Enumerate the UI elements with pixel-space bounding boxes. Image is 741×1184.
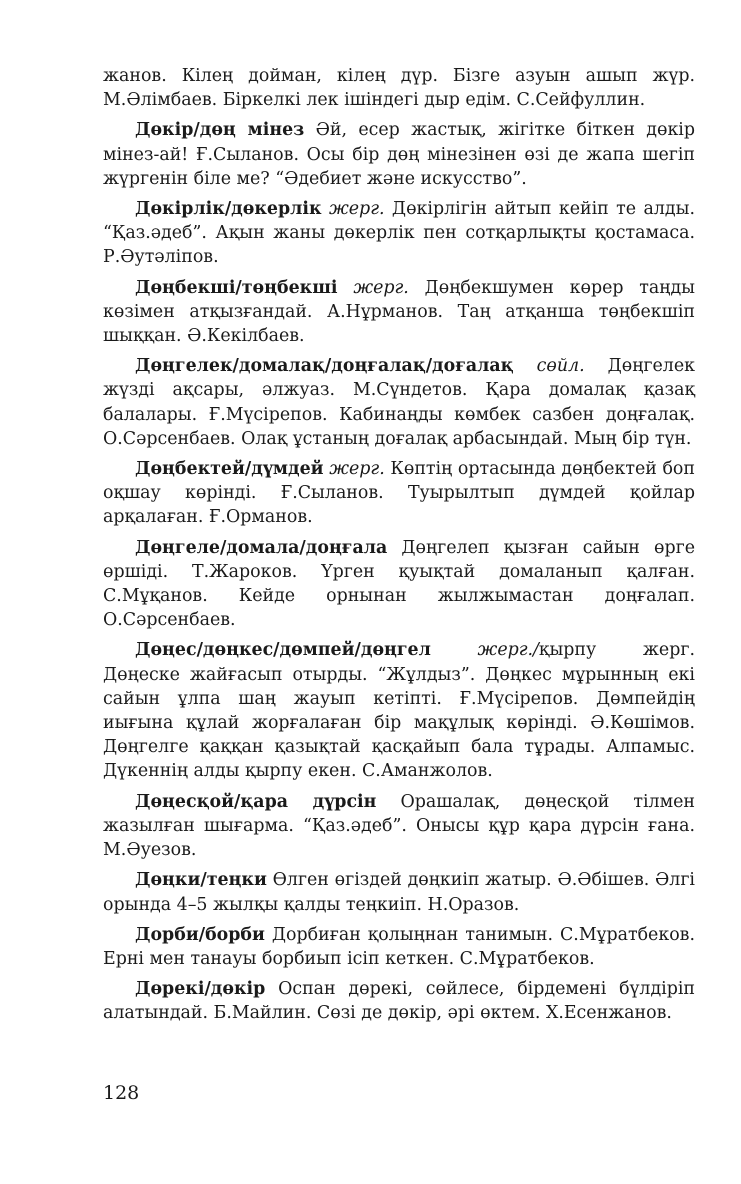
- entry-donesqoi: [103, 790, 695, 863]
- headword: Дөңгеле/домала/доңғала: [135, 537, 388, 558]
- entry-text: Дөңбекшумен көрер таңды көзімен атқызғандай. А.Нұрманов. Таң атқанша төңбекшіп шыққан. Ә.Кекілбаев.: [103, 277, 695, 347]
- usage-label: жерг.: [323, 459, 385, 480]
- entry-text: Оспан дөрекі, сөйлесе, бірдемені бүлдіріп алатындай. Б.Майлин. Сөзі де дөкір, әрі өктем. Х.Есенжанов.: [103, 979, 695, 1024]
- headword: Дөрекі/дөкір: [135, 979, 266, 1000]
- entry-dongele: [103, 536, 695, 633]
- entry-dones: [103, 638, 695, 783]
- entry-text: Әй, есер жастық, жігітке біткен дөкір мінез-ай! Ғ.Сыланов. Осы бір дөң мінезінен өзі де жапа шегіп жүргенін біле ме? “Әдебиет және искусство”.: [103, 120, 696, 189]
- usage-label: жерг.: [337, 277, 409, 298]
- headword: Дорби/борби: [135, 924, 265, 945]
- headword: Дөңгелек/домалақ/доңғалақ/доғалақ: [135, 356, 514, 377]
- entry-text: Орашалақ, дөңесқой тілмен жазылған шығарма. “Қаз.әдеб”. Онысы құр қара дүрсін ғана. М.Әуезов.: [103, 791, 695, 861]
- entry-donki: [103, 868, 695, 916]
- headword: Дөңес/дөңкес/дөмпей/дөңгел: [135, 640, 431, 661]
- entry-dorbi: [103, 923, 695, 971]
- entry-donbekshi: [103, 276, 695, 349]
- headword: Дөңесқой/қара дүрсін: [135, 791, 377, 812]
- entry-continuation: [103, 64, 695, 112]
- entry-dokirlik: [103, 197, 695, 270]
- entry-text: Көптің ортасында дөңбектей боп оқшау көрінді. Ғ.Сыланов. Туырылтып дүмдей қойлар арқалаған. Ғ.Орманов.: [103, 459, 695, 528]
- entry-text: Дөңгелек жүзді ақсары, әлжуаз. М.Сүндетов. Қара домалақ қазақ балалары. Ғ.Мүсірепов. Кабинаңды көмбек сазбен доңғалақ. О.Сәрсенбаев. Олақ ұстаның доғалақ арбасындай. Мың бір түн.: [103, 356, 695, 449]
- entry-text: жанов. Кілең дойман, кілең дүр. Бізге азуын ашып жүр. М.Әлімбаев. Біркелкі лек ішіндегі дыр едім. С.Сейфуллин.: [103, 66, 695, 111]
- entry-text: Дөкірлігін айтып кейіп те алды. “Қаз.әдеб”. Ақын жаны дөкерлік пен сотқарлықты қостамаса. Р.Әутәліпов.: [103, 199, 695, 268]
- usage-label: сөйл.: [513, 356, 585, 377]
- entry-text: Дөңгелеп қызған сайын өрге өршіді. Т.Жароков. Үрген қуықтай домаланып қалған. С.Мұқанов. Кейде орнынан жылжымастан доңғалап. О.Сәрсенбаев.: [103, 537, 695, 631]
- page-number: 128: [103, 1082, 140, 1104]
- headword: Дөңбектей/дүмдей: [135, 459, 324, 480]
- usage-label: жерг./: [430, 640, 539, 661]
- entry-doreki: [103, 977, 695, 1025]
- headword: Дөңки/теңки: [135, 870, 267, 891]
- entry-text: Өлген өгіздей дөңкиіп жатыр. Ә.Әбішев. Әлгі орында 4–5 жылқы қалды теңкиіп. Н.Оразов.: [103, 870, 695, 915]
- headword: Дөкірлік/дөкерлік: [135, 199, 322, 220]
- entry-donbektei: [103, 457, 695, 530]
- headword: Дөңбекші/төңбекші: [135, 277, 338, 298]
- entry-dokir: [103, 118, 695, 191]
- usage-label: жерг.: [321, 199, 385, 220]
- dictionary-page: [103, 64, 695, 1032]
- entry-dongelek: [103, 354, 695, 451]
- entry-text: Дорбиған қолыңнан танимын. С.Мұратбеков. Ерні мен танауы борбиып ісіп кеткен. С.Мұратбеков.: [103, 924, 695, 969]
- headword: Дөкір/дөң мінез: [135, 120, 305, 141]
- entry-text: қырпу жерг. Дөңеске жайғасып отырды. “Жұлдыз”. Дөңкес мұрынның екі сайын ұлпа шаң жауып кетіпті. Ғ.Мүсірепов. Дөмпейдің иығына құлай жорғалаған бір мақұлық көрінді. Ә.Көшімов. Дөңгелге қаққан қазықтай қасқайып бала тұрады. Алпамыс. Дүкеннің алды қырпу екен. С.Аманжолов.: [103, 640, 695, 782]
